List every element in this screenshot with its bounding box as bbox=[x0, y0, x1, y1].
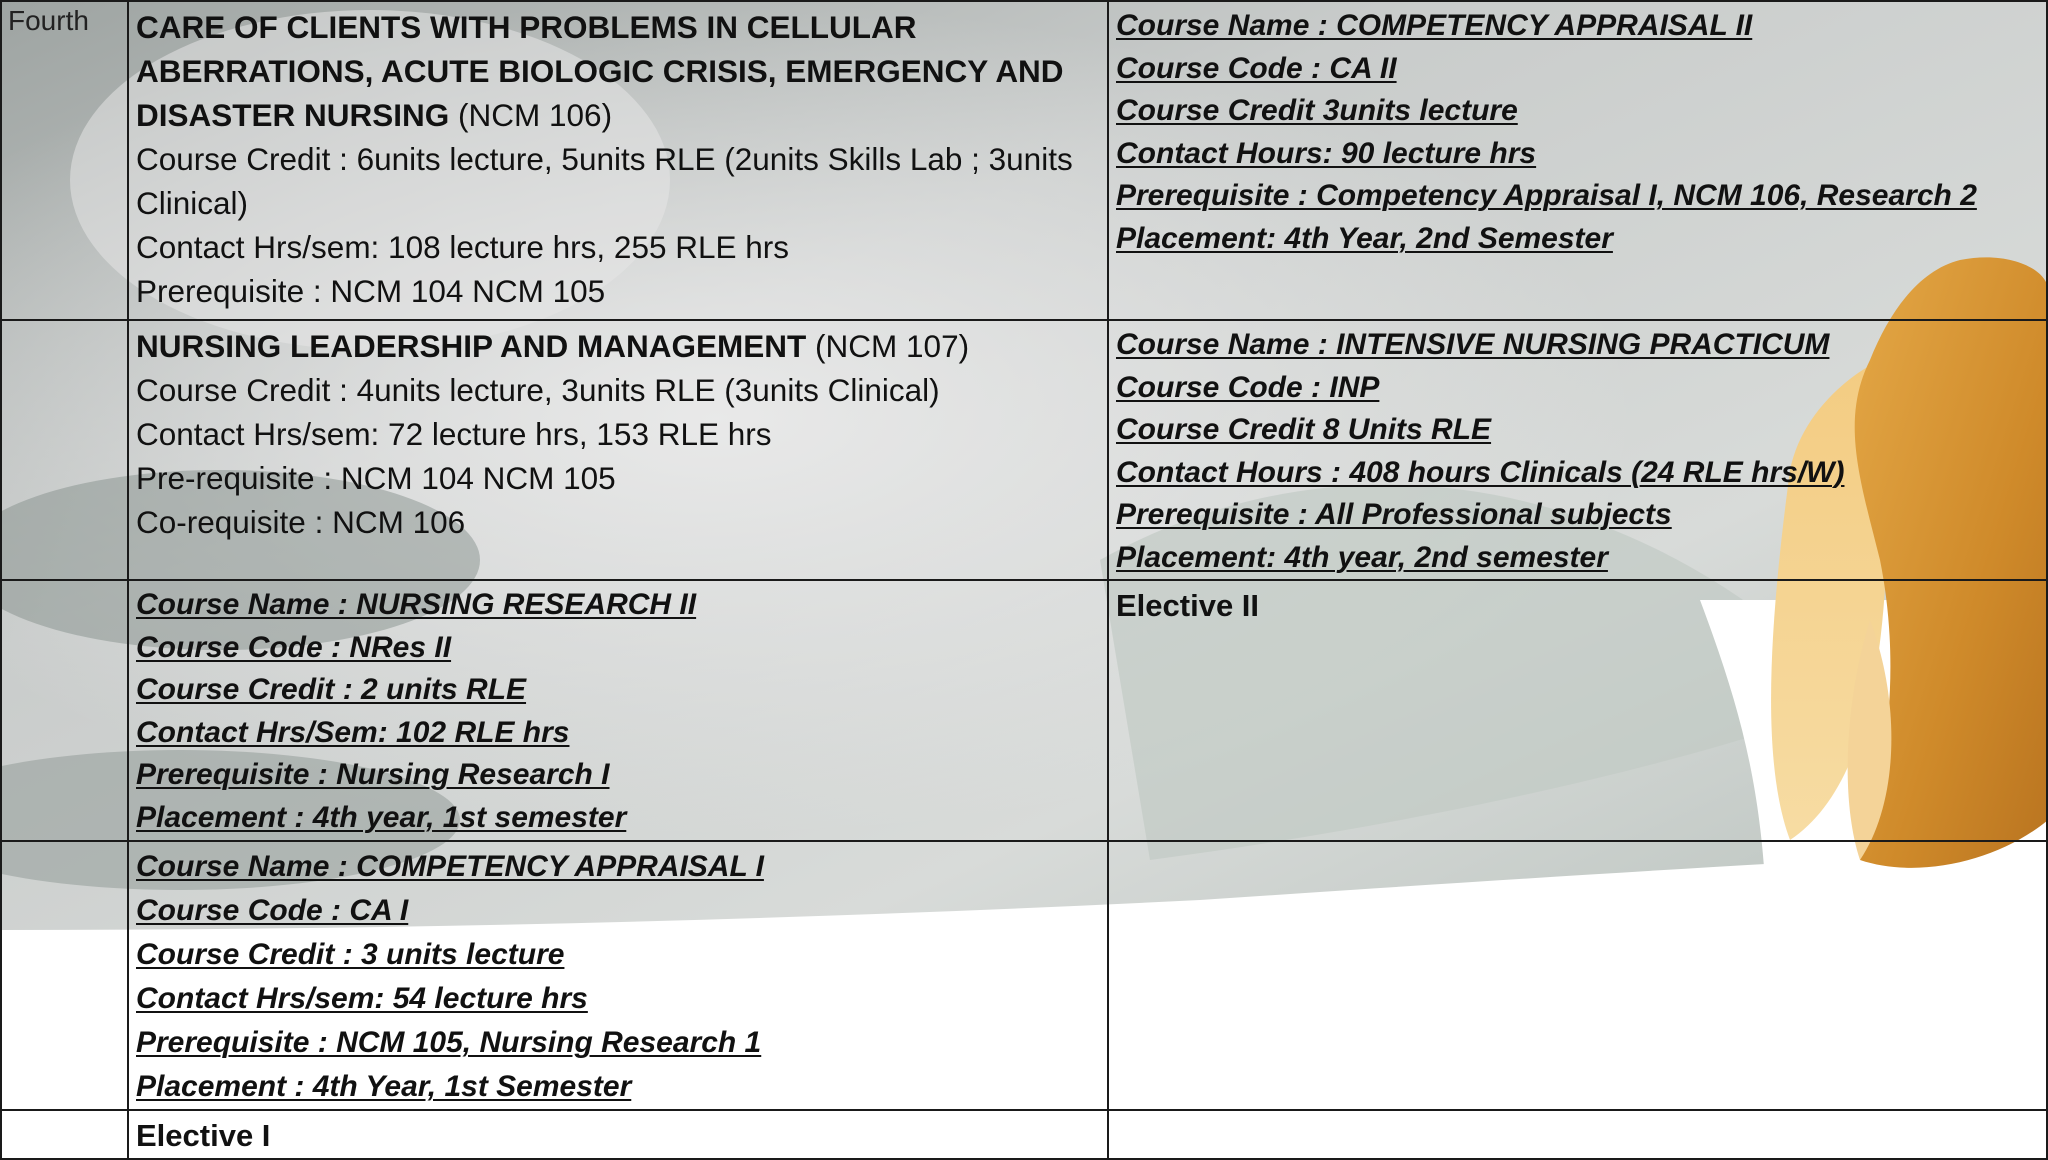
contact-hours: Contact Hours : 408 hours Clinicals (24 RLE hrs/W) bbox=[1116, 455, 1845, 489]
prerequisite: Prerequisite : Competency Appraisal I, NCM 106, Research 2 bbox=[1116, 179, 1977, 212]
table-row bbox=[1, 841, 2047, 1110]
course-code: Course Code : CA II bbox=[1116, 51, 1397, 85]
course-cell-ncm106 bbox=[128, 1, 1108, 320]
course-name: Course Name : COMPETENCY APPRAISAL I bbox=[136, 850, 764, 883]
prerequisite: Prerequisite : All Professional subjects bbox=[1116, 498, 1672, 531]
elective-1-cell: Elective I bbox=[128, 1110, 1108, 1159]
course-name: Course Name : NURSING RESEARCH II bbox=[136, 588, 697, 621]
course-cell-ca2 bbox=[1108, 1, 2047, 320]
course-cell-inp bbox=[1108, 320, 2047, 580]
course-credit: Course Credit : 4units lecture, 3units RLE (3units Clinical) bbox=[136, 372, 940, 408]
empty-cell bbox=[1108, 841, 2047, 1110]
prerequisite: Pre-requisite : NCM 104 NCM 105 bbox=[136, 460, 616, 496]
course-cell-ncm107 bbox=[128, 320, 1108, 580]
placement: Placement : 4th Year, 1st Semester bbox=[136, 1070, 632, 1103]
corequisite: Co-requisite : NCM 106 bbox=[136, 504, 466, 540]
table-row bbox=[1, 580, 2047, 841]
contact-hours: Contact Hours: 90 lecture hrs bbox=[1116, 136, 1537, 170]
table-row bbox=[1, 320, 2047, 580]
placement: Placement: 4th Year, 2nd Semester bbox=[1116, 221, 1613, 255]
course-name: Course Name : INTENSIVE NURSING PRACTICUM bbox=[1116, 328, 1830, 361]
course-code: (NCM 106) bbox=[449, 97, 613, 133]
course-credit: Course Credit 3units lecture bbox=[1116, 94, 1518, 127]
contact-hours: Contact Hrs/sem: 108 lecture hrs, 255 RLE hrs bbox=[136, 229, 790, 265]
placement: Placement : 4th year, 1st semester bbox=[136, 800, 627, 834]
course-cell-ca1 bbox=[128, 841, 1108, 1110]
contact-hours: Contact Hrs/Sem: 102 RLE hrs bbox=[136, 715, 570, 749]
course-credit: Course Credit : 6units lecture, 5units RLE (2units Skills Lab ; 3units Clinical) bbox=[136, 141, 1073, 221]
course-credit: Course Credit : 2 units RLE bbox=[136, 673, 527, 706]
placement: Placement: 4th year, 2nd semester bbox=[1116, 540, 1608, 574]
elective-2-cell: Elective II bbox=[1108, 580, 2047, 841]
course-credit: Course Credit : 3 units lecture bbox=[136, 938, 565, 971]
course-title: CARE OF CLIENTS WITH PROBLEMS IN CELLULAR ABERRATIONS, ACUTE BIOLOGIC CRISIS, EMERGENCY AND DISASTER NURSING bbox=[136, 9, 1064, 133]
course-code: Course Code : INP bbox=[1116, 370, 1380, 404]
year-cell-empty bbox=[1, 320, 128, 580]
course-credit: Course Credit 8 Units RLE bbox=[1116, 413, 1492, 446]
table-row bbox=[1, 1, 2047, 320]
prerequisite: Prerequisite : NCM 104 NCM 105 bbox=[136, 273, 606, 309]
year-cell-empty bbox=[1, 580, 128, 841]
contact-hours: Contact Hrs/sem: 72 lecture hrs, 153 RLE hrs bbox=[136, 416, 772, 452]
course-name: Course Name : COMPETENCY APPRAISAL II bbox=[1116, 9, 1753, 42]
prerequisite: Prerequisite : Nursing Research I bbox=[136, 758, 610, 791]
course-code: Course Code : NRes II bbox=[136, 630, 452, 664]
course-title: NURSING LEADERSHIP AND MANAGEMENT bbox=[136, 328, 807, 364]
year-cell: Fourth bbox=[1, 1, 128, 320]
contact-hours: Contact Hrs/sem: 54 lecture hrs bbox=[136, 982, 588, 1015]
prerequisite: Prerequisite : NCM 105, Nursing Research 1 bbox=[136, 1026, 762, 1059]
course-code: (NCM 107) bbox=[806, 328, 970, 364]
year-cell-empty bbox=[1, 841, 128, 1110]
course-code: Course Code : CA I bbox=[136, 894, 409, 927]
course-cell-nres2 bbox=[128, 580, 1108, 841]
